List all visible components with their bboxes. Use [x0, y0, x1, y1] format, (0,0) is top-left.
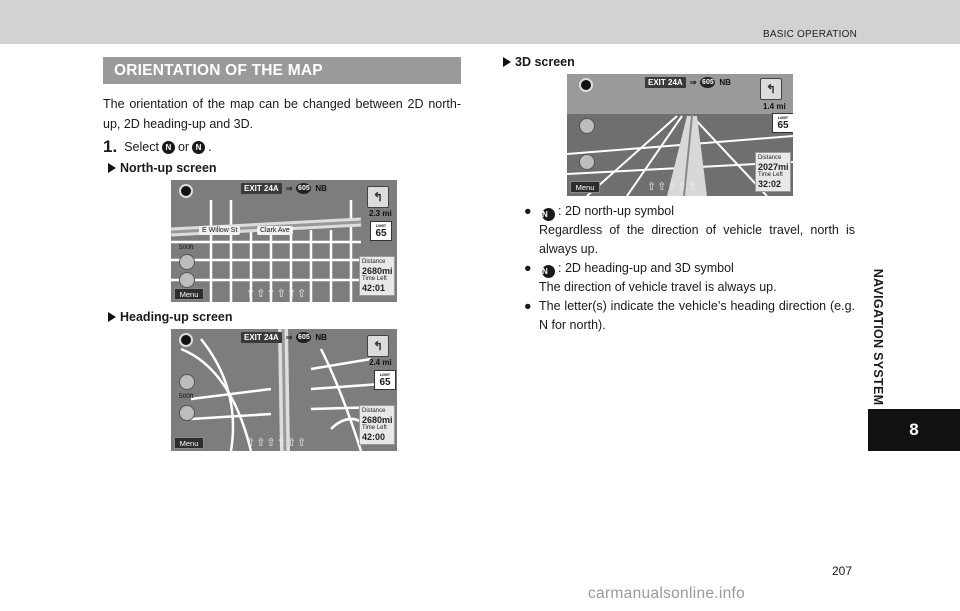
- step-or: or: [177, 140, 190, 154]
- step-number: 1.: [103, 137, 118, 156]
- turn-distance: 2.3 mi: [369, 209, 392, 218]
- distance-label: Distance: [362, 408, 386, 414]
- zoom-out-button[interactable]: [179, 405, 195, 421]
- notes-list: [524, 202, 855, 335]
- map-scale: 500ft: [179, 393, 194, 400]
- turn-arrow-icon: ↰: [367, 186, 389, 208]
- time-left-value: 42:01: [362, 283, 386, 293]
- page-number: 207: [832, 564, 853, 578]
- lane-guidance: ⇧⇧⇧⇧⇧⇧: [246, 437, 308, 449]
- header-section-label: BASIC OPERATION: [763, 29, 857, 40]
- zoom-in-button[interactable]: [179, 254, 195, 270]
- street-label-2: Clark Ave: [257, 226, 293, 235]
- compass-north-icon: N: [162, 141, 175, 154]
- compass-north-icon: N: [542, 208, 555, 221]
- speed-limit-sign: LIMIT 65: [374, 370, 396, 390]
- zoom-in-button[interactable]: [579, 118, 595, 134]
- menu-button[interactable]: Menu: [174, 288, 204, 300]
- route-direction: NB: [315, 184, 327, 193]
- section-title: ORIENTATION OF THE MAP: [103, 57, 461, 84]
- time-left-label: Time Left: [758, 172, 783, 178]
- distance-value: 2680mi: [362, 266, 393, 276]
- time-left-label: Time Left: [362, 425, 387, 431]
- map-scale: 500ft: [179, 244, 194, 251]
- step-1: [103, 137, 212, 157]
- turn-distance: 1.4 mi: [763, 102, 786, 111]
- arrow-right-icon: ⇒: [285, 333, 293, 342]
- step-end: .: [208, 140, 212, 154]
- time-left-label: Time Left: [362, 276, 387, 282]
- route-direction: NB: [315, 333, 327, 342]
- chapter-tab: 8: [868, 409, 960, 451]
- bullet-dot: ●: [524, 204, 532, 218]
- trip-info-panel: [359, 405, 395, 445]
- compass-icon[interactable]: [579, 78, 593, 92]
- north-up-exit-bar: [241, 182, 327, 195]
- zoom-in-button[interactable]: [179, 374, 195, 390]
- speed-limit-sign: LIMIT 65: [370, 221, 392, 241]
- route-shield: 605: [702, 79, 714, 86]
- exit-badge: EXIT 24A: [645, 77, 686, 88]
- turn-arrow-icon: ↰: [367, 335, 389, 357]
- zoom-out-button[interactable]: [579, 154, 595, 170]
- three-d-map: [567, 74, 793, 196]
- three-d-heading-text: 3D screen: [515, 55, 575, 69]
- street-label-1: E Willow St: [199, 226, 240, 235]
- trip-info-panel: [755, 152, 791, 192]
- compass-heading-icon: N: [542, 265, 555, 278]
- speed-limit-sign: LIMIT 65: [772, 113, 793, 133]
- note2-title: : 2D heading-up and 3D symbol: [558, 261, 734, 275]
- note2-body: The direction of vehicle travel is always up.: [539, 280, 777, 294]
- distance-value: 2027mi: [758, 162, 789, 172]
- compass-icon[interactable]: [179, 184, 193, 198]
- note-heading-letters: [524, 297, 855, 335]
- heading-up-map: [171, 329, 397, 451]
- north-up-heading-text: North-up screen: [120, 161, 217, 175]
- side-tab-text: NAVIGATION SYSTEM: [871, 268, 885, 406]
- triangle-bullet-icon: [108, 312, 116, 322]
- turn-distance: 2.4 mi: [369, 358, 392, 367]
- distance-label: Distance: [758, 155, 782, 161]
- heading-up-exit-bar: [241, 331, 327, 344]
- route-direction: NB: [719, 78, 731, 87]
- note3-text: The letter(s) indicate the vehicle’s heading direction (e.g. N for north).: [539, 299, 855, 332]
- arrow-right-icon: ⇒: [689, 78, 697, 87]
- note-heading-up: [524, 259, 855, 278]
- note1-title: : 2D north-up symbol: [558, 204, 675, 218]
- distance-value: 2680mi: [362, 415, 393, 425]
- heading-up-heading: [108, 310, 233, 324]
- north-up-heading: [108, 161, 217, 175]
- side-tab-label: [869, 262, 887, 412]
- menu-button[interactable]: Menu: [174, 437, 204, 449]
- watermark: carmanualsonline.info: [588, 585, 746, 602]
- turn-arrow-icon: ↰: [760, 78, 782, 100]
- bullet-dot: ●: [524, 299, 532, 313]
- note-north-up: [524, 202, 855, 221]
- menu-button[interactable]: Menu: [570, 181, 600, 193]
- triangle-bullet-icon: [108, 163, 116, 173]
- time-left-value: 32:02: [758, 179, 782, 189]
- north-up-map: [171, 180, 397, 302]
- route-shield: 605: [298, 334, 310, 341]
- compass-heading-icon: N: [192, 141, 205, 154]
- lane-guidance: ⇧⇧⇧⇧⇧: [647, 181, 699, 193]
- triangle-bullet-icon: [503, 57, 511, 67]
- note1-body: Regardless of the direction of vehicle travel, north is always up.: [539, 223, 855, 256]
- arrow-right-icon: ⇒: [285, 184, 293, 193]
- step-prefix: Select: [124, 140, 159, 154]
- exit-badge: EXIT 24A: [241, 183, 282, 194]
- trip-info-panel: [359, 256, 395, 296]
- zoom-out-button[interactable]: [179, 272, 195, 288]
- route-shield: 605: [298, 185, 310, 192]
- distance-label: Distance: [362, 259, 386, 265]
- three-d-heading: [503, 55, 575, 69]
- compass-icon[interactable]: [179, 333, 193, 347]
- time-left-value: 42:00: [362, 432, 386, 442]
- intro-paragraph: The orientation of the map can be changed between 2D north-up, 2D heading-up and 3D.: [103, 97, 461, 131]
- three-d-exit-bar: [645, 76, 731, 89]
- lane-guidance: ⇧⇧⇧⇧⇧⇧: [246, 288, 308, 300]
- bullet-dot: ●: [524, 261, 532, 275]
- exit-badge: EXIT 24A: [241, 332, 282, 343]
- heading-up-heading-text: Heading-up screen: [120, 310, 233, 324]
